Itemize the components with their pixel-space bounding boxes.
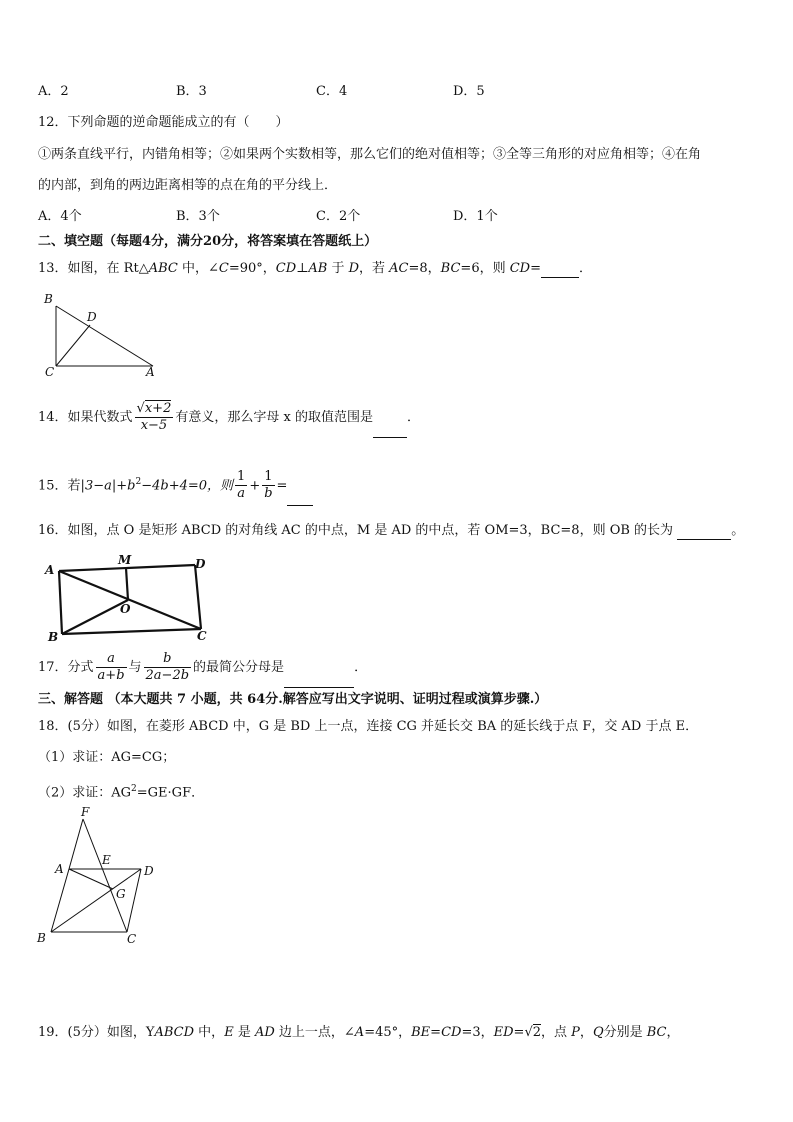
q15-f1-num: 1 — [237, 469, 246, 485]
q19-q: Q — [592, 1025, 604, 1040]
q15-f1-den: a — [237, 486, 246, 502]
q19-t8: ，点 — [541, 1025, 572, 1040]
q18-figure — [33, 805, 163, 950]
q18-stem: 18．(5分）如图，在菱形 ABCD 中，G 是 BD 上一点，连接 CG 并延长交 BA 的延长线于点 F，交 AD 于点 E． — [38, 719, 699, 734]
q14-end: ． — [406, 410, 420, 425]
q15-pre: 15．若 — [38, 478, 81, 494]
q19-t3: 边上一点，∠ — [274, 1025, 355, 1040]
label-m: M — [118, 553, 132, 567]
q19-abcd: ABCD — [154, 1025, 195, 1040]
sqrt-icon: √ — [524, 1025, 533, 1040]
q19-p: P — [571, 1025, 580, 1040]
q19-t4: =45°， — [364, 1025, 412, 1040]
q19-t11: ， — [666, 1025, 680, 1040]
q12-line2: 的内部，到角的两边距离相等的点在角的平分线上． — [38, 178, 338, 193]
q13-num: 13．如图，在 Rt — [38, 261, 139, 276]
q13-c: C — [218, 261, 229, 276]
option-c: C．4 — [316, 84, 348, 99]
q13-t1: 中，∠ — [177, 261, 219, 276]
q13-end: ． — [579, 261, 593, 276]
q13-t6: =6，则 — [460, 261, 510, 276]
option-d: D．5 — [453, 84, 485, 99]
q15-rest2: −4b+4=0，则 — [141, 478, 234, 494]
q18-part1: （1）求证：AG=CG； — [38, 750, 176, 765]
q13-stem — [38, 259, 592, 278]
q12-option-d: D．1个 — [453, 209, 498, 224]
label-g: G — [116, 887, 126, 901]
q19-pre: 19．(5分）如图， — [38, 1025, 146, 1040]
label-b: B — [37, 931, 46, 945]
label-a: A — [45, 563, 55, 577]
q15-sup: 2 — [135, 477, 142, 487]
answer-blank — [373, 419, 407, 438]
segment-ab — [56, 306, 153, 366]
q15-abs-inner: 3−a — [84, 478, 112, 494]
q12-stem: 12．下列命题的逆命题能成立的有（ ） — [38, 115, 289, 130]
q13-t4: ，若 — [359, 261, 390, 276]
diagonal-ac — [59, 571, 201, 629]
label-b: B — [44, 292, 53, 306]
q17-post: 的最简公分母是 — [193, 660, 285, 675]
label-b: B — [48, 630, 59, 644]
q14-fraction: $\frac{√x+2}{x-5}$ — [136, 401, 172, 433]
segment-mo — [126, 568, 128, 600]
segment-bo — [62, 600, 128, 634]
label-c: C — [127, 932, 137, 946]
q12-option-a: A．4个 — [38, 209, 82, 224]
q19-t6: =3， — [461, 1025, 494, 1040]
answer-blank — [287, 487, 313, 506]
q13-ab: AB — [308, 261, 328, 276]
q18-p2-pre: （2）求证：AG — [38, 785, 132, 801]
label-a: A — [55, 862, 64, 876]
segment-fa — [69, 819, 83, 869]
q12-option-c: C．2个 — [316, 209, 361, 224]
q14-pre: 14．如果代数式 — [38, 410, 133, 425]
q15-rest: +b — [116, 478, 136, 494]
q19-be: BE — [411, 1025, 431, 1040]
option-a: A．2 — [38, 84, 69, 99]
label-c: C — [45, 365, 55, 379]
q16-text: 16．如图，点 O 是矩形 ABCD 的对角线 AC 的中点，M 是 AD 的中点，若 OM=3，BC=8，则 OB 的长为 — [38, 523, 674, 538]
segment-bc — [62, 629, 201, 634]
q19-bc: BC — [646, 1025, 667, 1040]
q13-d: D — [348, 261, 360, 276]
q15-stem — [38, 462, 313, 506]
label-d: D — [144, 864, 154, 878]
q19-t10: 分别是 — [603, 1025, 647, 1040]
q17-fraction-2 — [144, 651, 192, 684]
q19-t2: 是 — [233, 1025, 255, 1040]
section-fill-blank-title: 二、填空题（每题4分，满分20分，将答案填在答题纸上） — [38, 234, 378, 249]
q13-cd: CD — [275, 261, 297, 276]
abs-close: | — [111, 478, 117, 494]
segment-cd — [127, 869, 141, 932]
q15-fraction-1 — [235, 469, 247, 502]
q19-t5: = — [430, 1025, 442, 1040]
q19-sqrt-arg: 2 — [532, 1025, 542, 1040]
q14-post: 有意义，那么字母 x 的取值范围是 — [175, 410, 373, 425]
q19-stem — [38, 1020, 680, 1046]
answer-blank — [284, 669, 354, 688]
option-b: B．3 — [176, 84, 207, 99]
q15-plus: + — [249, 478, 261, 494]
diagonal-bd — [51, 869, 141, 932]
q13-abc: ABC — [148, 261, 178, 276]
label-e: E — [102, 853, 111, 867]
q15-f2-num: 1 — [262, 469, 274, 486]
q19-cd: CD — [441, 1025, 462, 1040]
segment-ab — [59, 571, 62, 634]
q17-f2-den: 2a−2b — [145, 668, 190, 683]
q18-p2-sup: 2 — [131, 784, 137, 794]
q17-pre: 17．分式 — [38, 660, 94, 675]
q15-eq: = — [276, 478, 288, 494]
q18-p2-post: =GE·GF． — [136, 785, 205, 801]
q19-t7: = — [513, 1025, 525, 1040]
answer-blank — [677, 521, 731, 540]
q18-part2 — [38, 780, 204, 802]
q19-ed: ED — [493, 1025, 514, 1040]
q15-fraction-2 — [262, 469, 274, 502]
q15-f2-den: b — [264, 486, 273, 502]
q17-f1-num: a — [96, 651, 127, 668]
q14-stem — [38, 398, 420, 438]
q13-figure — [38, 288, 168, 380]
label-f: F — [81, 805, 90, 819]
q13-t5: =8， — [408, 261, 441, 276]
segment-cd — [56, 325, 90, 366]
q13-t7: = — [530, 261, 541, 276]
perp-symbol: ⊥ — [296, 261, 309, 276]
triangle-symbol: △ — [138, 261, 149, 276]
section-solve-title: 三、解答题 （本大题共 7 小题，共 64分.解答应写出文字说明、证明过程或演算步骤.） — [38, 692, 548, 707]
q13-t3: 于 — [327, 261, 349, 276]
q12-option-b: B．3个 — [176, 209, 220, 224]
q17-f2-num: b — [144, 651, 192, 668]
q19-t1: 中， — [194, 1025, 225, 1040]
q13-ac: AC — [389, 261, 409, 276]
label-d: D — [87, 310, 97, 324]
q13-cd2: CD — [509, 261, 531, 276]
q16-figure — [38, 552, 228, 647]
segment-ab — [51, 869, 69, 932]
q17-stem — [38, 648, 367, 688]
q17-fraction-1 — [96, 651, 127, 684]
segment-fc — [83, 819, 127, 932]
q19-t9: ， — [579, 1025, 593, 1040]
answer-blank — [541, 259, 579, 278]
abs-open: | — [80, 478, 85, 494]
q16-end: 。 — [731, 523, 745, 538]
q17-f1-den: a+b — [97, 668, 125, 683]
q17-mid: 与 — [128, 660, 142, 675]
label-d: D — [195, 557, 206, 571]
q12-line1: ①两条直线平行，内错角相等；②如果两个实数相等，那么它们的绝对值相等；③全等三角形的对应角相等；④在角 — [38, 147, 702, 162]
label-c: C — [197, 629, 207, 643]
segment-dc — [195, 565, 201, 629]
q14-denominator: x−5 — [140, 418, 168, 433]
q17-end: ． — [354, 660, 368, 675]
q13-bc: BC — [440, 261, 461, 276]
q19-e: E — [224, 1025, 234, 1040]
label-a: A — [146, 365, 155, 379]
label-o: O — [120, 602, 131, 616]
q19-ad: AD — [254, 1025, 275, 1040]
parallelogram-symbol: Y — [145, 1025, 155, 1040]
q19-a: A — [354, 1025, 365, 1040]
q16-stem — [38, 521, 744, 540]
q13-t2: =90°， — [228, 261, 276, 276]
q14-numerator: x+2 — [144, 401, 172, 416]
